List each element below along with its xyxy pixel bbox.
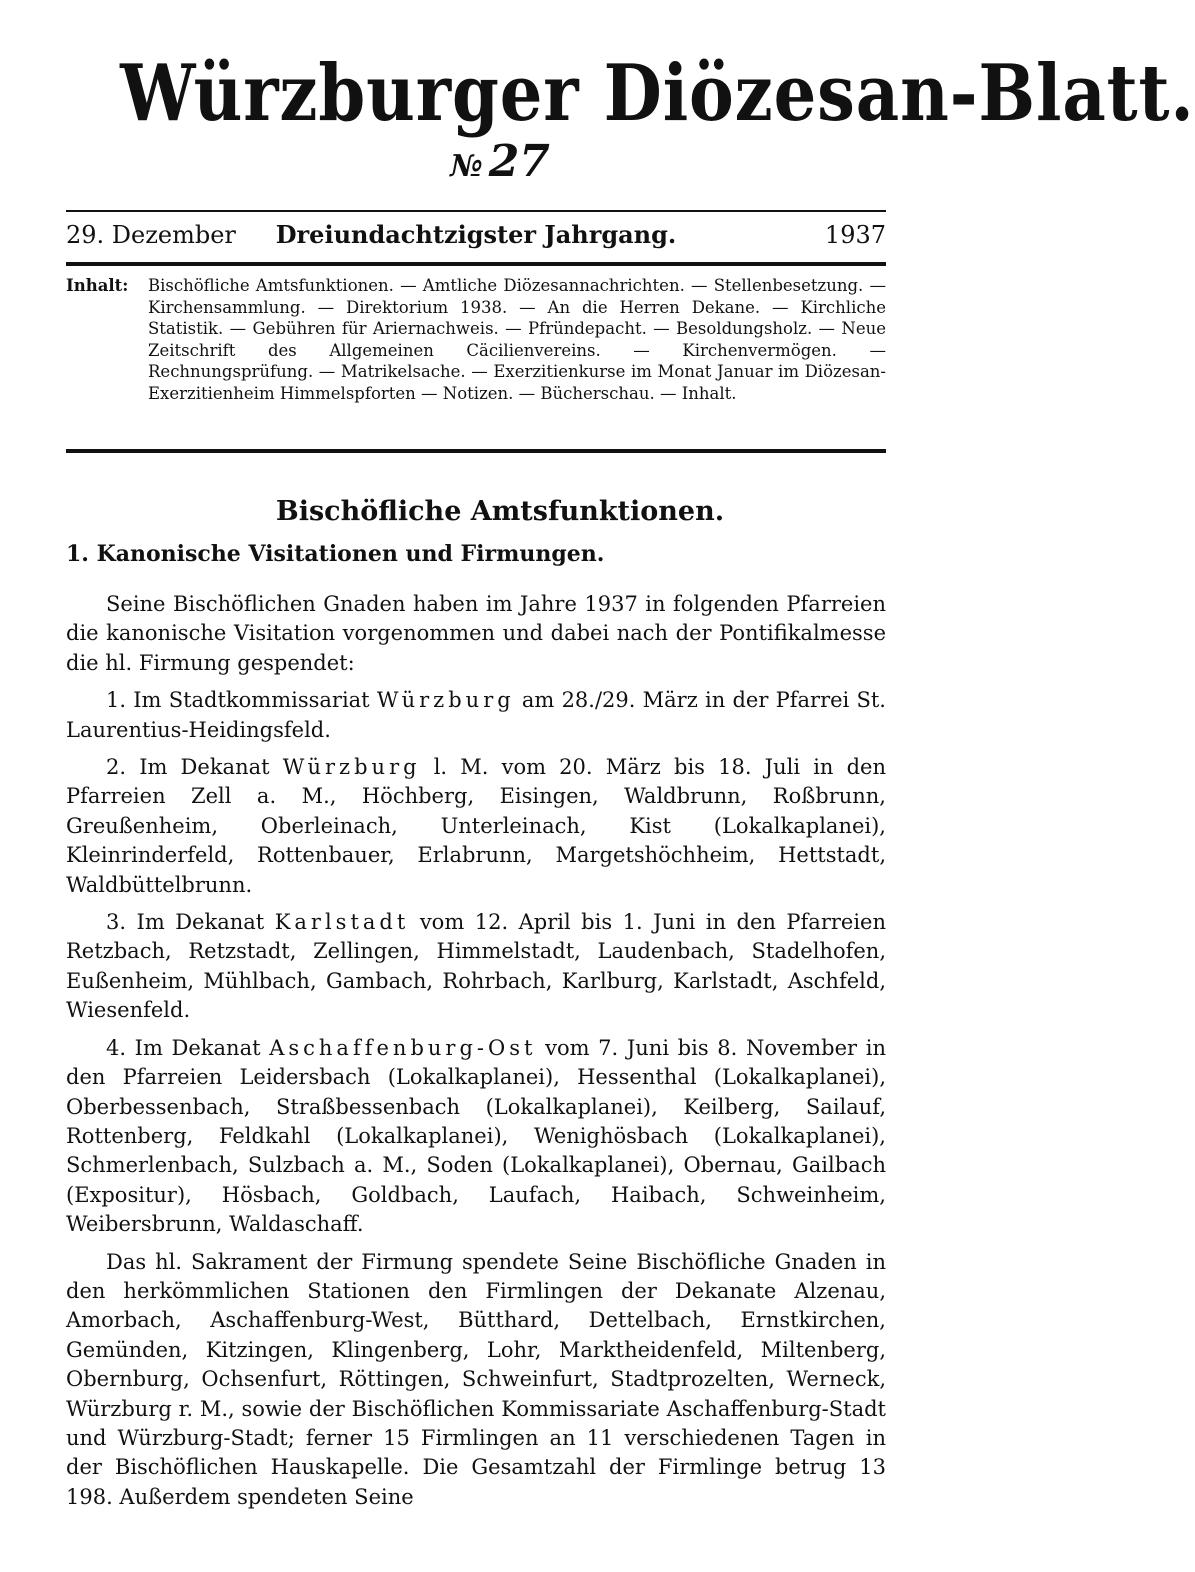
issue-year: 1937: [824, 221, 886, 249]
paragraph-item-3: [66, 908, 886, 1026]
item-3-prefix: 3. Im Dekanat: [106, 910, 265, 935]
contents-label: Inhalt:: [66, 276, 129, 295]
section-title: Bischöfliche Amtsfunktionen.: [275, 496, 725, 527]
item-4-prefix: 4. Im Dekanat: [106, 1035, 261, 1060]
paragraph-closing: Das hl. Sakrament der Firmung spendete Seine Bischöfliche Gnaden in den herkömmlichen Stationen den Firmlingen der Dekanate Alzenau, Amorbach, Aschaffenburg-West, Bütthard, Dettelbach, Ernstkirchen, Gemünden, Kitzingen, Klingenberg, Lohr, Marktheidenfeld, Miltenberg, Obernburg, Ochsenfurt, Röttingen, Schweinfurt, Stadtprozelten, Werneck, Würzburg r. M., sowie der Bischöflichen Kommissariate Aschaffenburg-Stadt und Würzburg-Stadt; ferner 15 Firmlingen an 11 verschiedenen Tagen in der Bischöflichen Hauskapelle. Die Gesamtzahl der Firmlinge betrug 13 198. Außerdem spendeten Seine: [66, 1249, 886, 1509]
article-body: [66, 590, 886, 1520]
issue-number-value: 27: [488, 136, 550, 187]
subheading: 1. Kanonische Visitationen und Firmungen.: [66, 541, 605, 567]
item-3-text: vom 12. April bis 1. Juni in den Pfarreien Retzbach, Retzstadt, Zellingen, Himmelstadt, Laudenbach, Stadelhofen, Eußenheim, Mühlbach, Gambach, Rohrbach, Karlburg, Karlstadt, Aschfeld, Wiesenfeld.: [66, 910, 886, 1023]
issue-symbol: №: [450, 149, 483, 184]
dateline: [66, 220, 886, 250]
issue-date: 29. Dezember: [66, 221, 236, 249]
rule-top: [66, 210, 886, 212]
item-3-place: Karlstadt: [274, 910, 410, 935]
masthead-title: Würzburger Diözesan-Blatt.: [120, 48, 1195, 139]
paragraph-item-4: [66, 1034, 886, 1240]
item-1-text: am 28./29. März in der Pfarrei St. Laurentius-Heidingsfeld.: [66, 688, 886, 742]
item-1-place: Würzburg: [376, 688, 515, 713]
volume-label: Dreiundachtzigster Jahrgang.: [275, 220, 677, 249]
item-1-prefix: 1. Im Stadtkommissariat: [106, 688, 370, 713]
item-2-text: l. M. vom 20. März bis 18. Juli in den Pfarreien Zell a. M., Höchberg, Eisingen, Waldbrunn, Roßbrunn, Greußenheim, Oberleinach, Unterleinach, Kist (Lokalkaplanei), Kleinrinderfeld, Rottenbauer, Erlabrunn, Margetshöchheim, Hettstadt, Waldbüttelbrunn.: [66, 755, 887, 897]
item-4-place: Aschaffenburg-Ost: [269, 1035, 537, 1060]
issue-number: [0, 138, 1000, 191]
rule-above-contents: [66, 262, 886, 266]
contents-text: Bischöfliche Amtsfunktionen. — Amtliche Diözesannachrichten. — Stellenbesetzung. — Kirchensammlung. — Direktorium 1938. — An die Herren Dekane. — Kirchliche Statistik. — Gebühren für Ariernachweis. — Pfründepacht. — Besoldungsholz. — Neue Zeitschrift des Allgemeinen Cäcilienvereins. — Kirchenvermögen. — Rechnungsprüfung. — Matrikelsache. — Exerzitienkurse im Monat Januar im Diözesan-Exerzitienheim Himmelspforten — Notizen. — Bücherschau. — Inhalt.: [148, 276, 886, 403]
paragraph-item-1: [66, 686, 886, 745]
paragraph-intro: Seine Bischöflichen Gnaden haben im Jahre 1937 in folgenden Pfarreien die kanonische Visitation vorgenommen und dabei nach der Pontifikalmesse die hl. Firmung gespendet:: [66, 592, 886, 675]
item-4-text: vom 7. Juni bis 8. November in den Pfarreien Leidersbach (Lokalkaplanei), Hessenthal (Lokalkaplanei), Oberbessenbach, Straßbessenbach (Lokalkaplanei), Keilberg, Sailauf, Rottenberg, Feldkahl (Lokalkaplanei), Wenighösbach (Lokalkaplanei), Schmerlenbach, Sulzbach a. M., Soden (Lokalkaplanei), Obernau, Gailbach (Expositur), Hösbach, Goldbach, Laufach, Haibach, Schweinheim, Weibersbrunn, Waldaschaff.: [66, 1035, 886, 1237]
table-of-contents: [66, 275, 886, 405]
rule-below-contents: [66, 449, 886, 453]
item-2-prefix: 2. Im Dekanat: [106, 755, 270, 780]
paragraph-item-2: [66, 753, 886, 900]
item-2-place: Würzburg: [282, 755, 421, 780]
